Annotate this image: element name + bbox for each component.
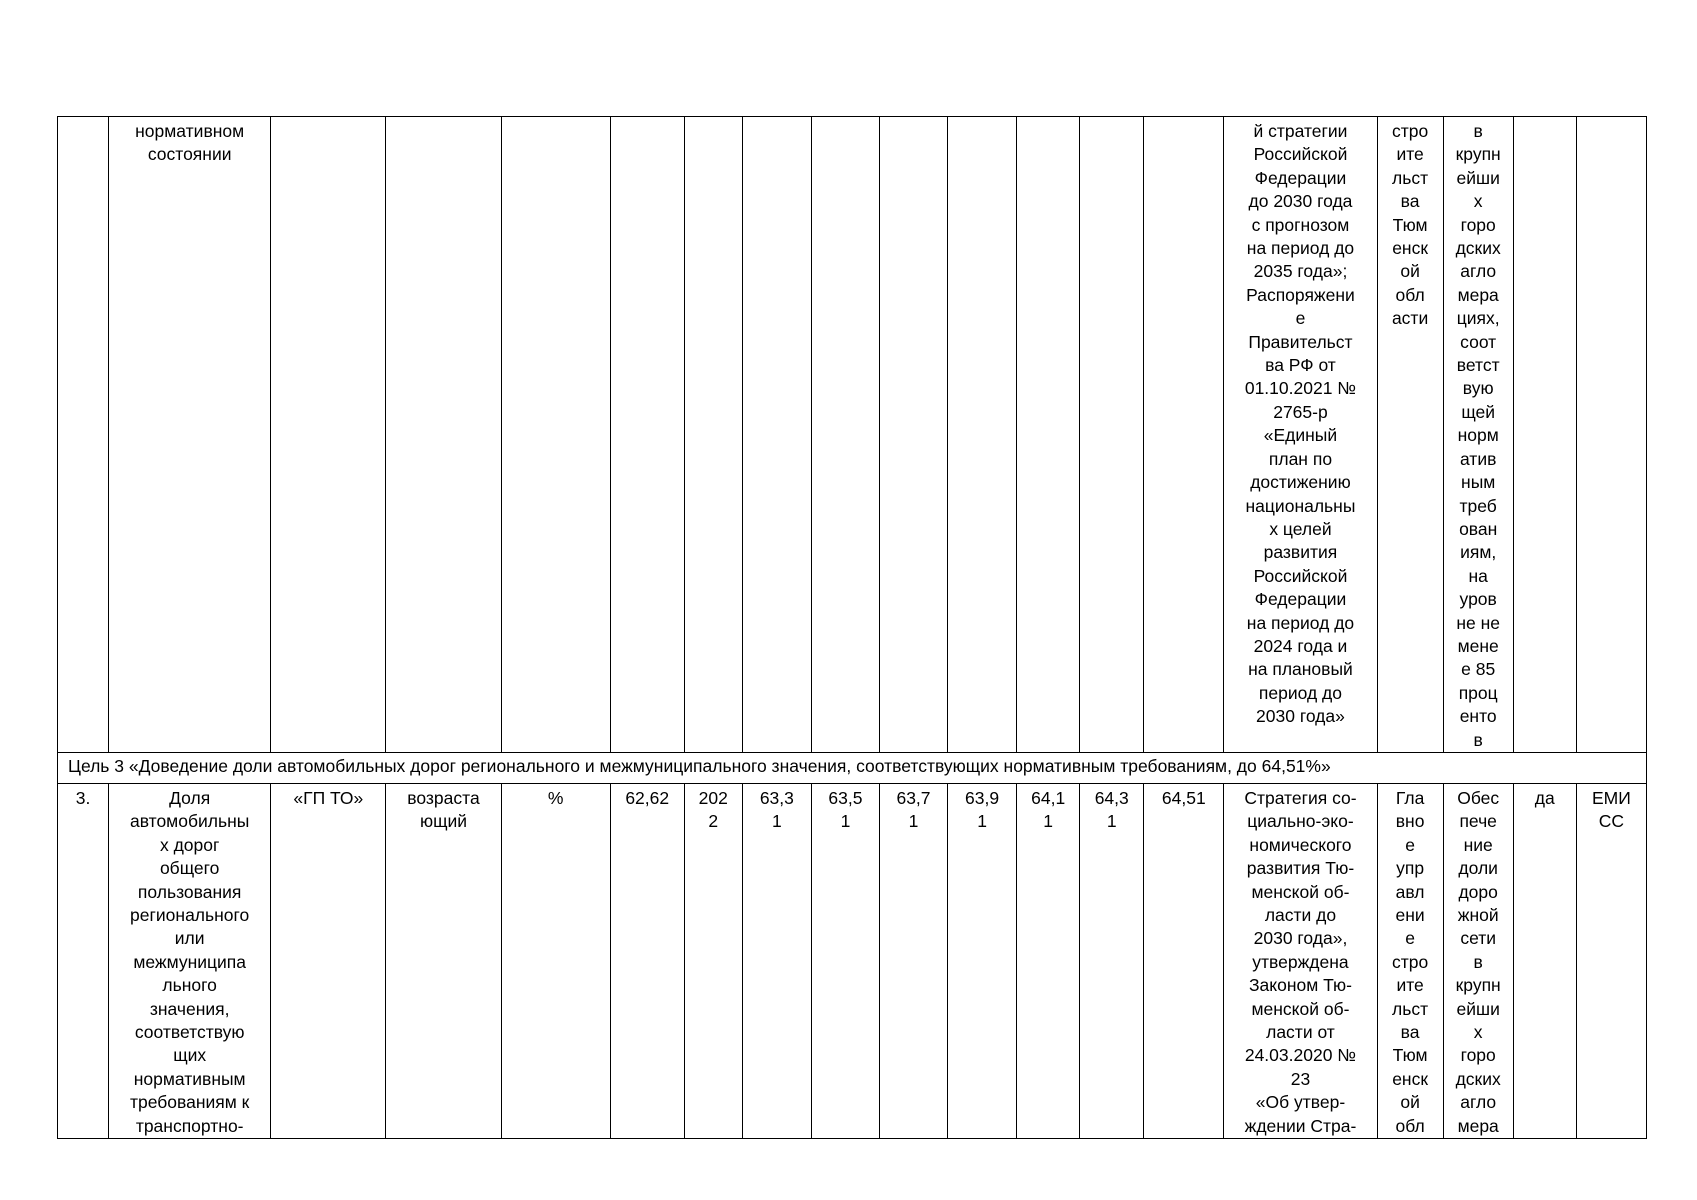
indicators-table <box>57 116 1647 1139</box>
cell-unit <box>501 117 610 753</box>
cell-value-2026: 63,7 1 <box>879 783 947 1138</box>
cell-base-value: 62,62 <box>610 783 684 1138</box>
cell-value-2025 <box>811 117 879 753</box>
continuation-row <box>58 117 1647 753</box>
cell-responsible: Гла вно е упр авл ени е стро ите льст ва Тюм енск ой обл <box>1377 783 1443 1138</box>
cell-responsible: стро ите льст ва Тюм енск ой обл асти <box>1377 117 1443 753</box>
cell-num: 3. <box>58 783 109 1138</box>
cell-base-year: 202 2 <box>684 783 742 1138</box>
indicator-row <box>58 783 1647 1138</box>
cell-base-year <box>684 117 742 753</box>
cell-indicator-name: Доля автомобильны х дорог общего пользования регионального или межмуниципа льного значения, соответствую щих нормативным требованиям к транспортно- <box>109 783 271 1138</box>
cell-basis-document: й стратегии Российской Федерации до 2030 года с прогнозом на период до 2035 года»; Распоряжени е Правительст ва РФ от 01.10.2021 № 2765-р «Единый план по достижению национальны х целей развития Российской Федерации на период до 2024 года и на плановый период до 2030 года» <box>1224 117 1377 753</box>
cell-value-2029 <box>1080 117 1144 753</box>
cell-num <box>58 117 109 753</box>
goal-row <box>58 752 1647 783</box>
cell-flag <box>1513 117 1576 753</box>
cell-basis-document: Стратегия со- циально-эко- номического развития Тю- менской об- ласти до 2030 года», утверждена Законом Тю- менской об- ласти от 24.03.2020 № 23 «Об утвер- ждении Стра- <box>1224 783 1377 1138</box>
cell-value-2027 <box>948 117 1017 753</box>
cell-unit: % <box>501 783 610 1138</box>
cell-value-2024 <box>742 117 811 753</box>
cell-indicator-name: нормативном состоянии <box>109 117 271 753</box>
cell-value-2028 <box>1017 117 1080 753</box>
cell-value-2030: 64,51 <box>1144 783 1224 1138</box>
cell-value-2024: 63,3 1 <box>742 783 811 1138</box>
cell-value-2027: 63,9 1 <box>948 783 1017 1138</box>
cell-trend <box>386 117 501 753</box>
cell-level: «ГП ТО» <box>271 783 386 1138</box>
cell-trend: возраста ющий <box>386 783 501 1138</box>
cell-link: Обес пече ние доли доро жной сети в крупн ейши х горо дских агло мера <box>1443 783 1513 1138</box>
cell-value-2026 <box>879 117 947 753</box>
cell-value-2025: 63,5 1 <box>811 783 879 1138</box>
cell-system <box>1576 117 1646 753</box>
goal-heading: Цель 3 «Доведение доли автомобильных дорог регионального и межмуниципального значения, соответствующих нормативным требованиям, до 64,51%» <box>58 752 1647 783</box>
cell-value-2029: 64,3 1 <box>1080 783 1144 1138</box>
cell-value-2028: 64,1 1 <box>1017 783 1080 1138</box>
cell-value-2030 <box>1144 117 1224 753</box>
cell-link: в крупн ейши х горо дских агло мера циях, соот ветст вую щей норм атив ным треб ован иям, на уров не не мене е 85 проц енто в <box>1443 117 1513 753</box>
cell-flag: да <box>1513 783 1576 1138</box>
cell-level <box>271 117 386 753</box>
cell-system: ЕМИ СС <box>1576 783 1646 1138</box>
cell-base-value <box>610 117 684 753</box>
